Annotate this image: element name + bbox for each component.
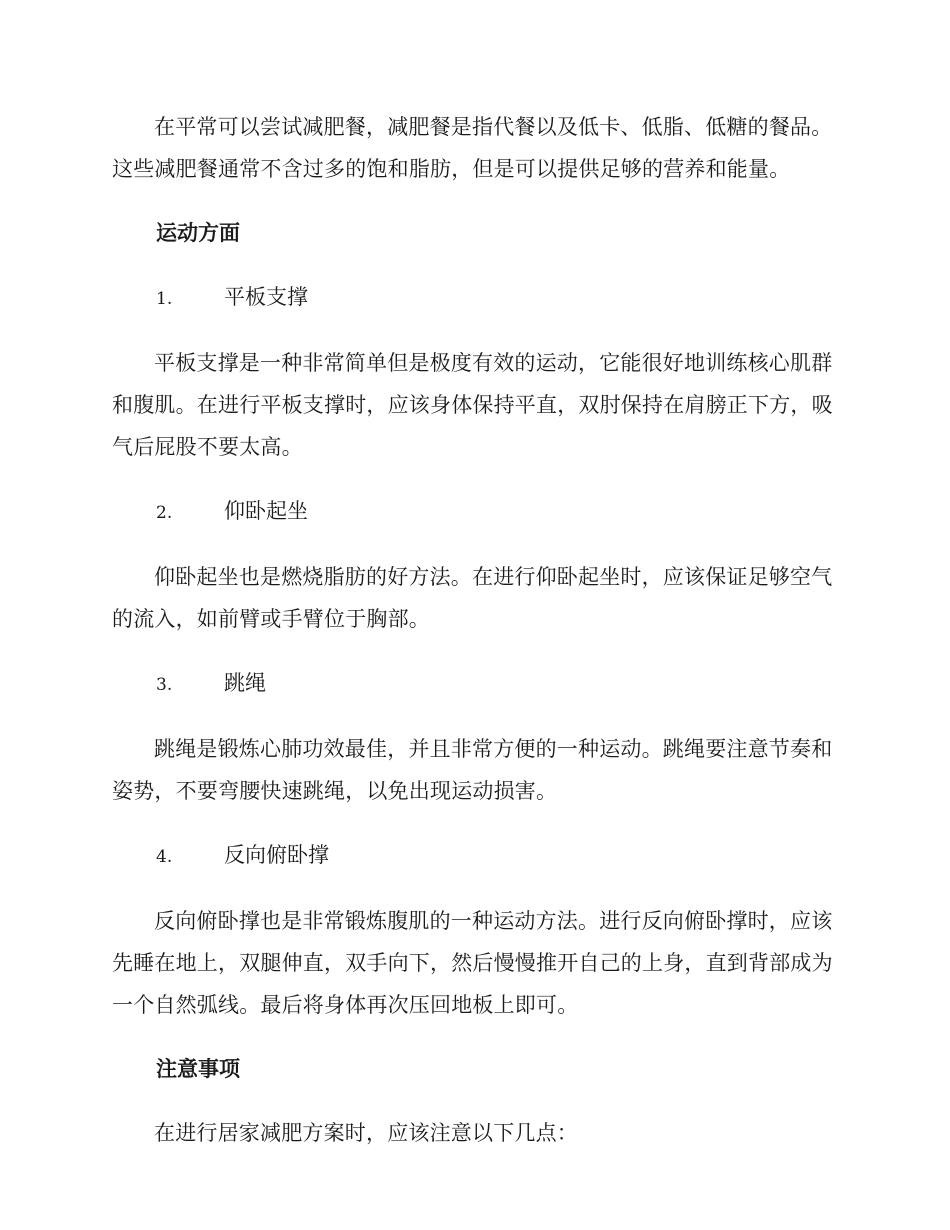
list-number-2: 2.: [156, 503, 173, 523]
list-title-4: 反向俯卧撑: [224, 843, 329, 867]
list-number-1: 1.: [156, 289, 173, 309]
list-item-3: [112, 662, 834, 706]
exercise-section-heading: 运动方面: [156, 221, 240, 245]
item-description-3: 跳绳是锻炼心肺功效最佳，并且非常方便的一种运动。跳绳要注意节奏和姿势，不要弯腰快速跳绳，以免出现运动损害。: [112, 737, 833, 803]
notes-intro-paragraph: 在进行居家减肥方案时，应该注意以下几点：: [154, 1121, 578, 1145]
list-title-2: 仰卧起坐: [224, 499, 308, 523]
list-item-1: [112, 276, 834, 320]
item-description-4: 反向俯卧撑也是非常锻炼腹肌的一种运动方法。进行反向俯卧撑时，应该先睡在地上，双腿伸直，双手向下，然后慢慢推开自己的上身，直到背部成为一个自然弧线。最后将身体再次压回地板上即可。: [112, 909, 833, 1017]
list-item-2: [112, 490, 834, 534]
list-item-4: [112, 834, 834, 878]
notes-section-heading: 注意事项: [156, 1057, 240, 1081]
item-description-1: 平板支撑是一种非常简单但是极度有效的运动，它能很好地训练核心肌群和腹肌。在进行平板支撑时，应该身体保持平直，双肘保持在肩膀正下方，吸气后屁股不要太高。: [112, 351, 833, 459]
list-title-1: 平板支撑: [224, 285, 308, 309]
list-number-3: 3.: [156, 675, 173, 695]
item-description-2: 仰卧起坐也是燃烧脂肪的好方法。在进行仰卧起坐时，应该保证足够空气的流入，如前臂或手臂位于胸部。: [112, 565, 833, 631]
list-title-3: 跳绳: [224, 671, 266, 695]
document-body: [112, 106, 834, 1176]
intro-paragraph: 在平常可以尝试减肥餐，减肥餐是指代餐以及低卡、低脂、低糖的餐品。这些减肥餐通常不含过多的饱和脂肪，但是可以提供足够的营养和能量。: [112, 115, 833, 181]
list-number-4: 4.: [156, 847, 173, 867]
